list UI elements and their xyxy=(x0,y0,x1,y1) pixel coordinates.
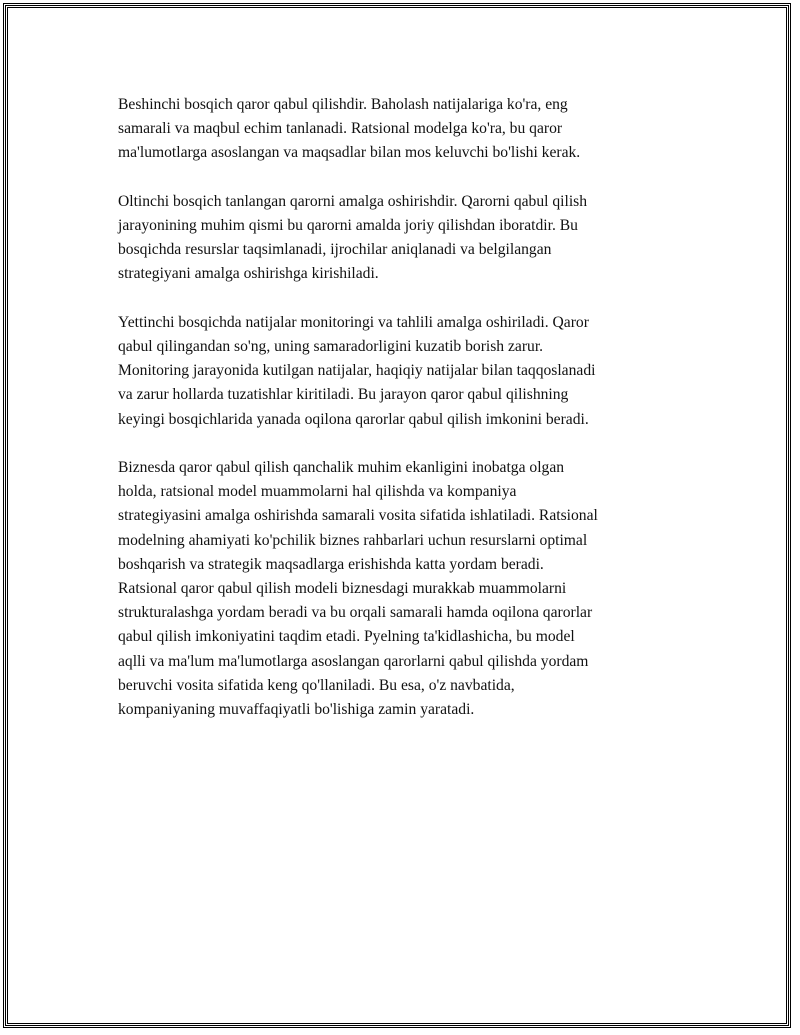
text-line: beruvchi vosita sifatida keng qo'llaniladi. Bu esa, o'z navbatida, xyxy=(118,676,515,694)
text-line: qabul qilingandan so'ng, uning samaradorligini kuzatib borish zarur. xyxy=(118,338,544,355)
text-line: strategiyani amalga oshirishga kirishiladi. xyxy=(118,265,379,283)
text-line: kompaniyaning muvaffaqiyatli bo'lishiga zamin yaratadi. xyxy=(118,701,475,719)
text-line: Monitoring jarayonida kutilgan natijalar, haqiqiy natijalar bilan taqqoslanadi xyxy=(118,362,596,380)
document-body xyxy=(118,93,690,746)
text-line: aqlli va ma'lum ma'lumotlarga asoslangan qarorlarni qabul qilishda yordam xyxy=(118,652,589,670)
text-line: modelning ahamiyati ko'pchilik biznes rahbarlari uchun resurslarni optimal xyxy=(118,531,588,549)
text-line: holda, ratsional model muammolarni hal qilishda va kompaniya xyxy=(118,483,517,501)
text-line: Yettinchi bosqichda natijalar monitoringi va tahlili amalga oshiriladi. Qaror xyxy=(118,313,589,331)
text-line: strategiyasini amalga oshirishda samarali vosita sifatida ishlatiladi. Ratsional xyxy=(118,507,598,525)
paragraph-business-conclusion xyxy=(118,456,690,722)
text-line: Ratsional qaror qabul qilish modeli biznesdagi murakkab muammolarni xyxy=(118,580,567,598)
text-line: jarayonining muhim qismi bu qarorni amalda joriy qilishdan iboratdir. Bu xyxy=(118,217,578,234)
text-line: keyingi bosqichlarida yanada oqilona qarorlar qabul qilish imkonini beradi. xyxy=(118,410,589,428)
text-line: Beshinchi bosqich qaror qabul qilishdir. Baholash natijalariga ko'ra, eng xyxy=(118,96,568,113)
text-line: va zarur hollarda tuzatishlar kiritiladi. Bu jarayon qaror qabul qilishning xyxy=(118,386,569,404)
text-line: Biznesda qaror qabul qilish qanchalik muhim ekanligini inobatga olgan xyxy=(118,459,565,476)
text-line: bosqichda resurslar taqsimlanadi, ijrochilar aniqlanadi va belgilangan xyxy=(118,241,552,259)
paragraph-seventh-stage xyxy=(118,311,690,432)
text-line: Oltinchi bosqich tanlangan qarorni amalga oshirishdir. Qarorni qabul qilish xyxy=(118,192,588,210)
text-line: strukturalashga yordam beradi va bu orqali samarali hamda oqilona qarorlar xyxy=(118,604,593,622)
text-line: qabul qilish imkoniyatini taqdim etadi. Pyelning ta'kidlashicha, bu model xyxy=(118,628,575,646)
text-line: boshqarish va strategik maqsadlarga erishishda katta yordam beradi. xyxy=(118,555,544,573)
text-line: ma'lumotlarga asoslangan va maqsadlar bilan mos keluvchi bo'lishi kerak. xyxy=(118,144,581,162)
paragraph-sixth-stage xyxy=(118,190,690,287)
text-line: samarali va maqbul echim tanlanadi. Ratsional modelga ko'ra, bu qaror xyxy=(118,120,563,138)
paragraph-fifth-stage xyxy=(118,93,690,166)
